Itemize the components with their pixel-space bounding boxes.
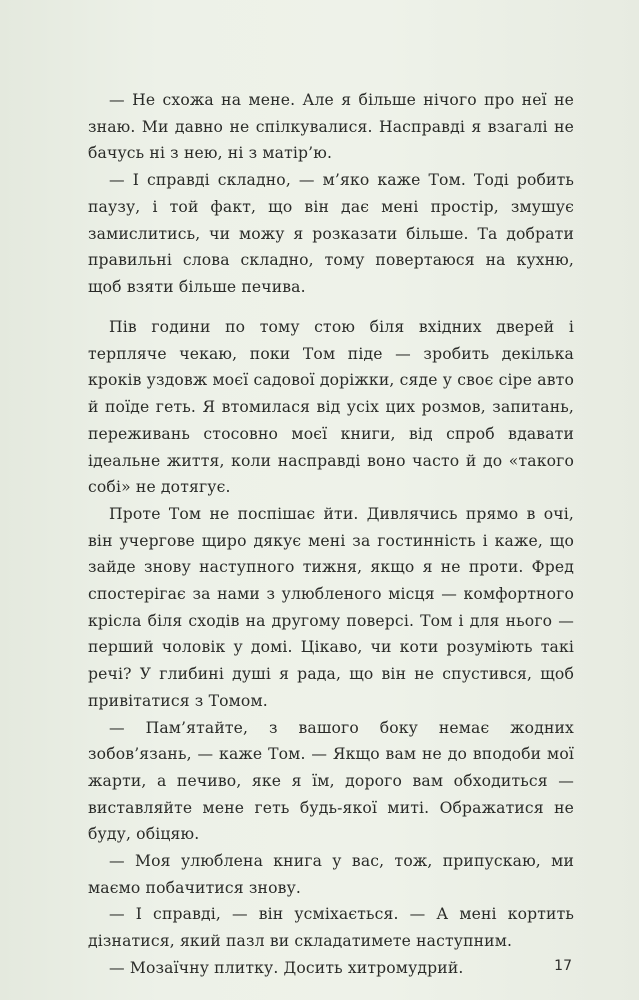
paragraph: — І справді, — він усміхається. — А мені кортить дізнатися, який пазл ви складатимете наступним. <box>88 905 574 951</box>
text-section-2 <box>88 314 574 982</box>
page-number: 17 <box>554 958 572 974</box>
paragraph: — Не схожа на мене. Але я більше нічого про неї не знаю. Ми давно не спілкувалися. Насправді я взагалі не бачусь ні з нею, ні з матір’ю. <box>88 91 574 163</box>
paragraph: Пів години по тому стою біля вхідних дверей і терпляче чекаю, поки Том піде — зробить декілька кроків уздовж моєї садової доріжки, сяде у своє сіре авто й поїде геть. Я втомилася від усіх цих розмов, запитань, переживань стосовно моєї книги, від спроб вдавати ідеальне життя, коли насправді воно часто й до «такого собі» не дотягує. <box>88 318 574 497</box>
paragraph: — Мозаїчну плитку. Досить хитромудрий. <box>109 958 464 977</box>
paragraph: — Моя улюблена книга у вас, тож, припускаю, ми маємо побачитися знову. <box>88 852 574 897</box>
paragraph: — І справді складно, — м’яко каже Том. Тоді робить паузу, і той факт, що він дає мені простір, змушує замислитись, чи можу я розказати більше. Та добрати правильні слова складно, тому повертаюся на кухню, щоб взяти більше печива. <box>88 171 574 296</box>
paragraph: — Пам’ятайте, з вашого боку немає жодних зобов’язань, — каже Том. — Якщо вам не до вподоби мої жарти, а печиво, яке я їм, дорого вам обходиться — виставляйте мене геть будь-якої миті. Ображатися не буду, обіцяю. <box>88 718 574 844</box>
text-section-1 <box>88 87 574 301</box>
paragraph: Проте Том не поспішає йти. Дивлячись прямо в очі, він учергове щиро дякує мені за гостинність і каже, що зайде знову наступного тижня, якщо я не проти. Фред спостерігає за нами з улюбленого місця — комфортного крісла біля сходів на другому поверсі. Том і для нього — перший чоловік у домі. Цікаво, чи коти розуміють такі речі? У глибині душі я рада, що він не спустився, щоб привітатися з Томом. <box>88 504 574 710</box>
